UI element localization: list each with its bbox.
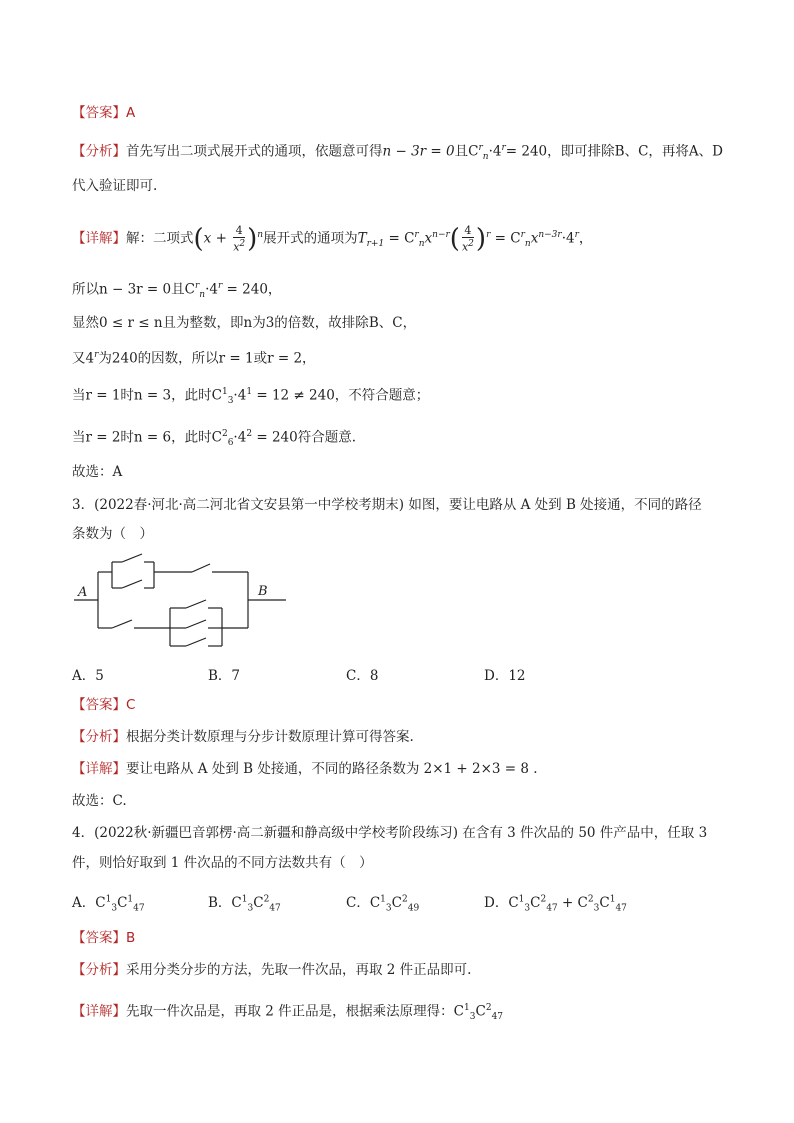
q4-option-d[interactable]: D．$C^1_3C^2_{47} + C^2_3C^1_{47}$ [484, 894, 627, 914]
circuit-diagram [70, 550, 300, 658]
q4-answer-line: 【答案】B [72, 930, 136, 946]
detail-mid: 展开式的通项为 [263, 230, 358, 247]
analysis-tail: ，即可排除 [547, 143, 615, 160]
q3-answer-line: 【答案】C [72, 697, 136, 713]
circuit-label-b: B [258, 584, 268, 599]
q3-stem-line2: 条数为（ ） [72, 526, 153, 542]
q4-stem-line1: 4．(2022秋·新疆巴音郭楞·高二新疆和静高级中学校考阶段练习) 在含有 3 件次品的 50 件产品中，任取 3 [72, 825, 708, 841]
q2-choose: 故选：A [72, 464, 123, 480]
answer-tag: 【答案】 [72, 105, 126, 121]
q3-choose: 故选：C. [72, 793, 127, 809]
q3-option-c[interactable]: C．8 [346, 668, 379, 684]
analysis-and: 且 [454, 143, 469, 160]
q2-analysis-line: 【分析】首先写出二项式展开式的通项，依题意可得n − 3r = 0且$C^r_n\cdot 4^r= 240$，即可排除B、C，再将A、D [72, 143, 723, 163]
q2-answer-line [72, 103, 135, 123]
q3-analysis-line: 【分析】根据分类计数原理与分步计数原理计算可得答案. [72, 729, 414, 745]
q2-detail-line1: 【详解】解：二项式(x + $\frac{4}{x^2}$ )$^n$展开式的通项为$T_{r+1} = C^r_nx^{n-r}$( $\frac{4}{x^2}$ )$^r = C^r_nx^{n-3r}\cdot 4^r$， [72, 223, 593, 254]
q3-stem-line1: 3．(2022春·河北·高二河北省文安县第一中学校考期末) 如图，要让电路从 A 处到 B 处接通，不同的路径 [72, 497, 702, 513]
analysis-bc: B、C [614, 143, 649, 160]
q3-detail-line: 【详解】要让电路从 A 处到 B 处接通，不同的路径条数为 2×1 + 2×3 = 8 . [72, 761, 538, 777]
q2-detail-line5: 当r = 1时n = 3，此时$C^1_3\cdot 4^1 = 12 \ne 240$，不符合题意； [72, 387, 430, 407]
q3-option-b[interactable]: B．7 [208, 668, 241, 684]
q4-option-a[interactable]: A．$C^1_3C^1_{47}$ [72, 894, 145, 914]
q4-stem-line2: 件，则恰好取到 1 件次品的不同方法数共有（ ） [72, 855, 373, 871]
q2-detail-line2: 所以n − 3r = 0且$C^r_n\cdot 4^r = 240$， [72, 281, 282, 301]
q4-analysis-line: 【分析】采用分类分步的方法，先取一件次品，再取 2 件正品即可. [72, 962, 472, 978]
analysis-tag: 【分析】 [72, 143, 126, 160]
q2-detail-line6: 当r = 2时n = 6，此时$C^2_6\cdot 4^2 = 240$符合题意. [72, 429, 356, 449]
q4-detail-line: 【详解】先取一件次品是，再取 2 件正品是，根据乘法原理得：$C^1_3C^2_{47}$ [72, 1003, 504, 1023]
q2-detail-line3: 显然0 ≤ r ≤ n且为整数，即n为3的倍数，故排除B、C， [72, 315, 417, 331]
q3-option-d[interactable]: D．12 [484, 668, 526, 684]
q4-option-b[interactable]: B．$C^1_3C^2_{47}$ [208, 894, 281, 914]
analysis-tail2: ，再将 [648, 143, 689, 160]
detail-intro: 解：二项式 [126, 230, 194, 247]
analysis-text: 首先写出二项式展开式的通项，依题意可得 [126, 143, 383, 160]
q2-detail-line4: 又4$^r$为240的因数，所以r = 1或r = 2， [72, 350, 316, 367]
q4-option-c[interactable]: C．$C^1_3C^2_{49}$ [346, 894, 420, 914]
answer-value: A [126, 105, 136, 121]
analysis-cond2-rest: ·4 [488, 143, 502, 160]
q2-analysis-line2: 代入验证即可. [72, 178, 158, 194]
analysis-cond2-eq: = 240 [505, 143, 548, 160]
analysis-cond2: C [468, 143, 479, 160]
detail-tag: 【详解】 [72, 230, 126, 247]
analysis-cond1: n − 3r = 0 [382, 143, 455, 160]
q3-option-a[interactable]: A．5 [72, 668, 104, 684]
circuit-label-a: A [78, 585, 88, 600]
analysis-ad: A、D [688, 143, 723, 160]
